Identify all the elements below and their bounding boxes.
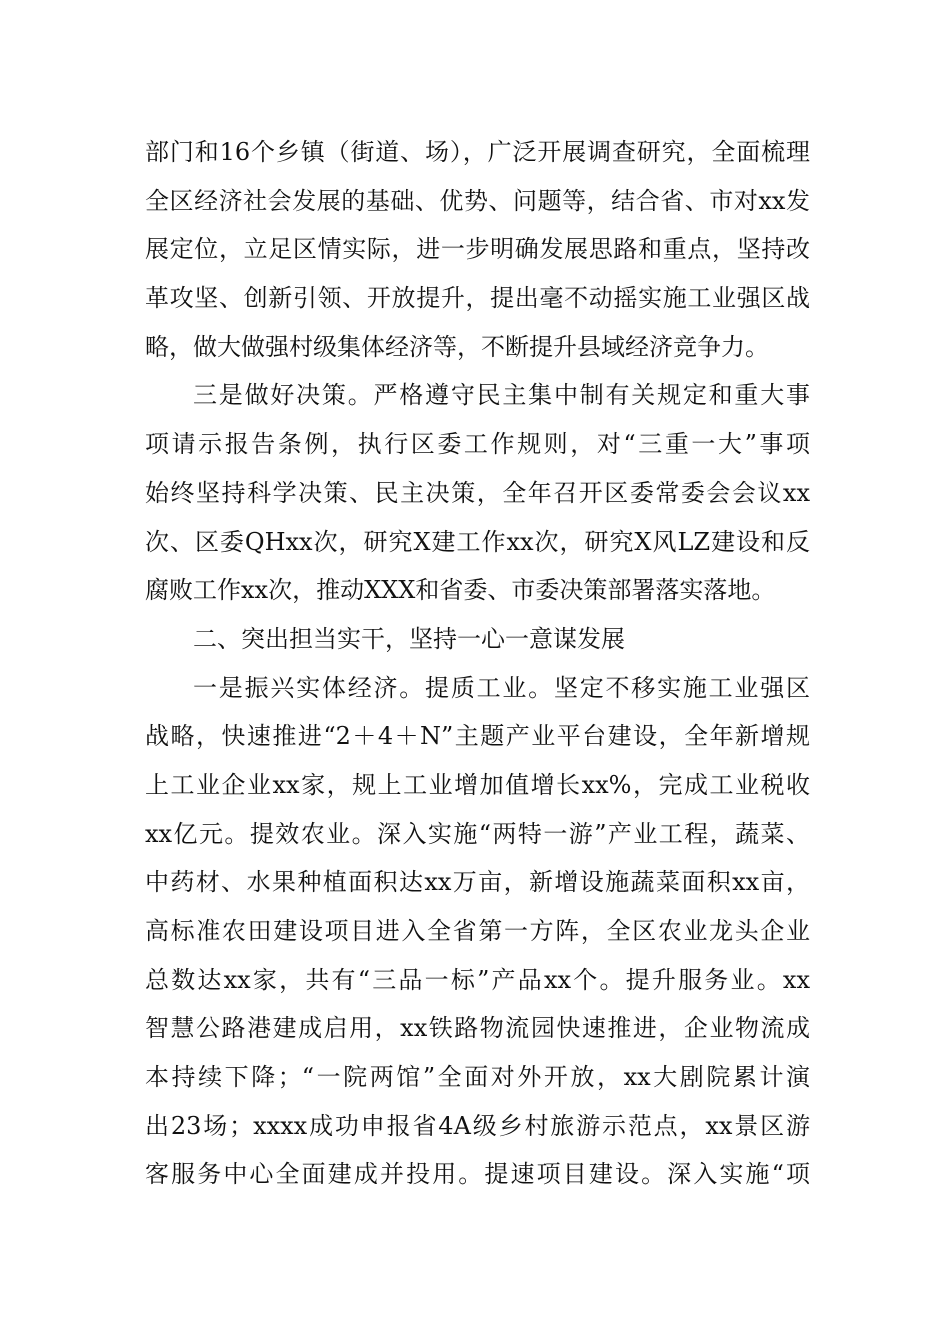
text-line: xx亿元。提效农业。深入实施“两特一游”产业工程，蔬菜、	[145, 819, 810, 848]
text-line: 一是振兴实体经济。提质工业。坚定不移实施工业强区	[193, 673, 810, 702]
text-line: 战略，快速推进“2＋4＋N”主题产业平台建设，全年新增规	[145, 722, 810, 751]
text-line: 全区经济社会发展的基础、优势、问题等，结合省、市对xx发	[145, 186, 810, 215]
text-line: 始终坚持科学决策、民主决策，全年召开区委常委会会议xx	[145, 478, 810, 507]
text-line: 革攻坚、创新引领、开放提升，提出毫不动摇实施工业强区战	[145, 284, 810, 313]
text-line: 项请示报告条例，执行区委工作规则，对“三重一大”事项	[145, 430, 810, 459]
text-line: 智慧公路港建成启用，xx铁路物流园快速推进，企业物流成	[145, 1014, 810, 1043]
text-line: 出23场；xxxx成功申报省4A级乡村旅游示范点，xx景区游	[145, 1111, 810, 1140]
text-line: 中药材、水果种植面积达xx万亩，新增设施蔬菜面积xx亩，	[145, 868, 810, 897]
text-line: 上工业企业xx家，规上工业增加值增长xx%，完成工业税收	[145, 770, 810, 799]
text-line: 三是做好决策。严格遵守民主集中制有关规定和重大事	[193, 381, 810, 410]
text-line: 部门和16个乡镇（街道、场），广泛开展调查研究，全面梳理	[145, 138, 810, 166]
text-line: 本持续下降；“一院两馆”全面对外开放，xx大剧院累计演	[145, 1063, 810, 1092]
text-line: 腐败工作xx次，推动XXX和省委、市委决策部署落实落地。	[145, 576, 776, 605]
text-line: 次、区委QHxx次，研究X建工作xx次，研究X风LZ建设和反	[145, 527, 810, 556]
text-line: 略，做大做强村级集体经济等，不断提升县域经济竞争力。	[145, 332, 769, 361]
section-heading: 二、突出担当实干，坚持一心一意谋发展	[193, 624, 625, 653]
text-line: 总数达xx家，共有“三品一标”产品xx个。提升服务业。xx	[145, 965, 810, 994]
document-body	[145, 128, 810, 1199]
text-line: 高标准农田建设项目进入全省第一方阵，全区农业龙头企业	[145, 917, 810, 945]
text-line: 客服务中心全面建成并投用。提速项目建设。深入实施“项	[145, 1160, 810, 1189]
text-line: 展定位，立足区情实际，进一步明确发展思路和重点，坚持改	[145, 235, 810, 264]
